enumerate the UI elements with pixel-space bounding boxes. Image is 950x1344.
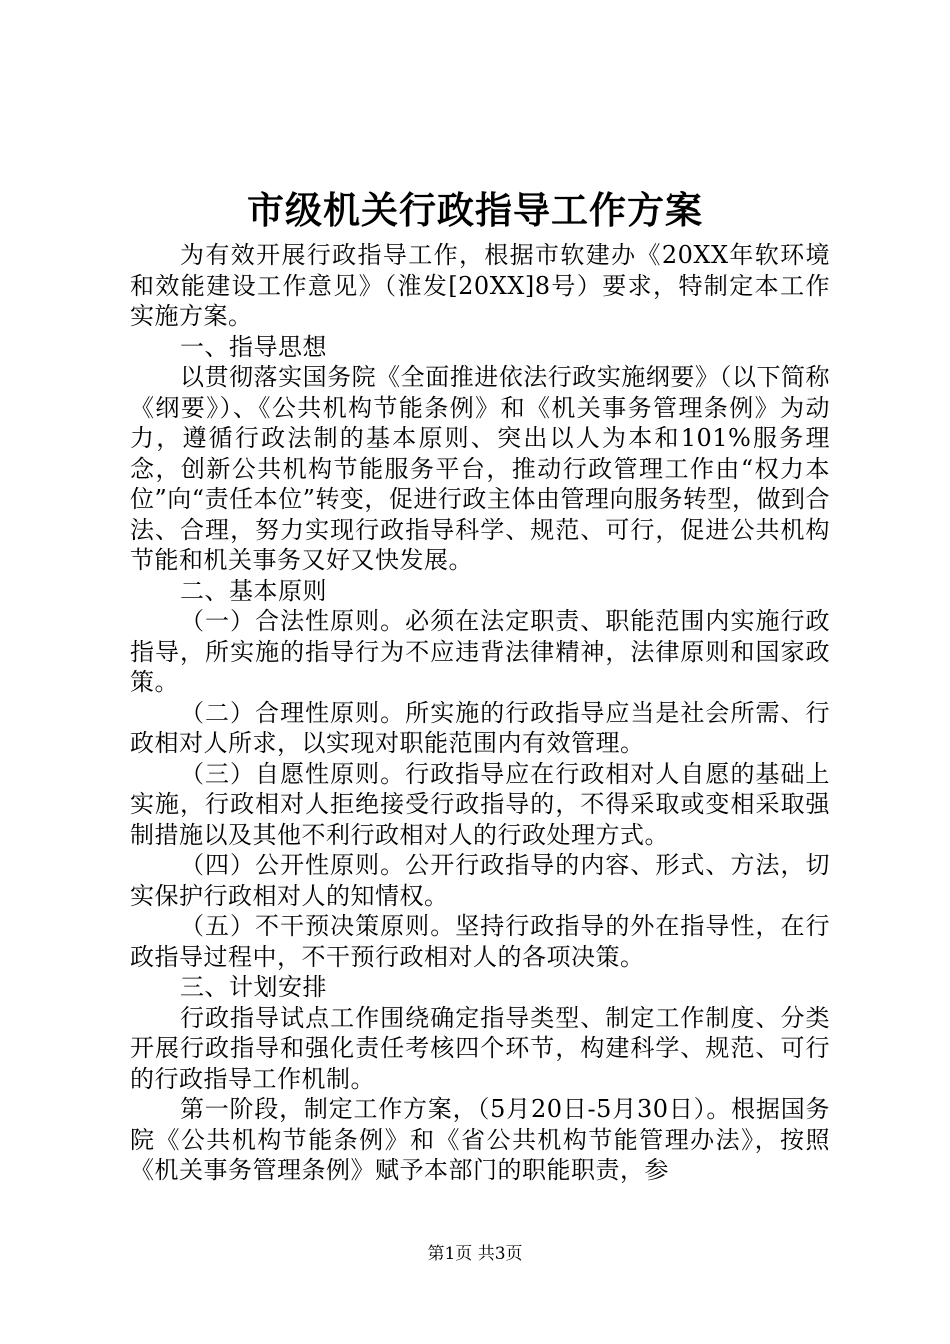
paragraph-principle-non-interference: （五）不干预决策原则。坚持行政指导的外在指导性，在行政指导过程中，不干预行政相对人的各项决策。 bbox=[130, 912, 830, 971]
paragraph-plan-overview: 行政指导试点工作围绕确定指导类型、制定工作制度、分类开展行政指导和强化责任考核四个环节，构建科学、规范、可行的行政指导工作机制。 bbox=[130, 1003, 830, 1093]
paragraph-principle-openness: （四）公开性原则。公开行政指导的内容、形式、方法，切实保护行政相对人的知情权。 bbox=[130, 851, 830, 910]
section-heading-basic-principles: 二、基本原则 bbox=[180, 576, 327, 605]
document-title: 市级机关行政指导工作方案 bbox=[247, 188, 703, 232]
paragraph-plan-stage-one: 第一阶段，制定工作方案，（5月20日-5月30日）。根据国务院《公共机构节能条例》和《省公共机构节能管理办法》，按照《机关事务管理条例》赋予本部门的职能职责，参 bbox=[130, 1095, 830, 1184]
document-body bbox=[130, 240, 830, 1186]
section-heading-plan: 三、计划安排 bbox=[180, 973, 327, 1001]
paragraph-guiding-thought: 以贯彻落实国务院《全面推进依法行政实施纲要》（以下简称《纲要》）、《公共机构节能条例》和《机关事务管理条例》为动力，遵循行政法制的基本原则、突出以人为本和101%服务理念，创新公共机构节能服务平台，推动行政管理工作由“权力本位”向“责任本位”转变，促进行政主体由管理向服务转型，做到合法、合理，努力实现行政指导科学、规范、可行，促进公共机构节能和机关事务又好又快发展。 bbox=[130, 363, 830, 574]
page-footer: 第1页 共3页 bbox=[427, 1244, 523, 1264]
paragraph-principle-reasonableness: （二）合理性原则。所实施的行政指导应当是社会所需、行政相对人所求，以实现对职能范围内有效管理。 bbox=[130, 698, 830, 757]
paragraph-intro: 为有效开展行政指导工作，根据市软建办《20XX年软环境和效能建设工作意见》（淮发[20XX]8号）要求，特制定本工作实施方案。 bbox=[130, 241, 830, 330]
paragraph-principle-legality: （一）合法性原则。必须在法定职责、职能范围内实施行政指导，所实施的指导行为不应违背法律精神，法律原则和国家政策。 bbox=[130, 607, 830, 696]
section-heading-guiding-thought: 一、指导思想 bbox=[180, 332, 327, 361]
paragraph-principle-voluntariness: （三）自愿性原则。行政指导应在行政相对人自愿的基础上实施，行政相对人拒绝接受行政指导的，不得采取或变相采取强制措施以及其他不利行政相对人的行政处理方式。 bbox=[130, 759, 830, 849]
